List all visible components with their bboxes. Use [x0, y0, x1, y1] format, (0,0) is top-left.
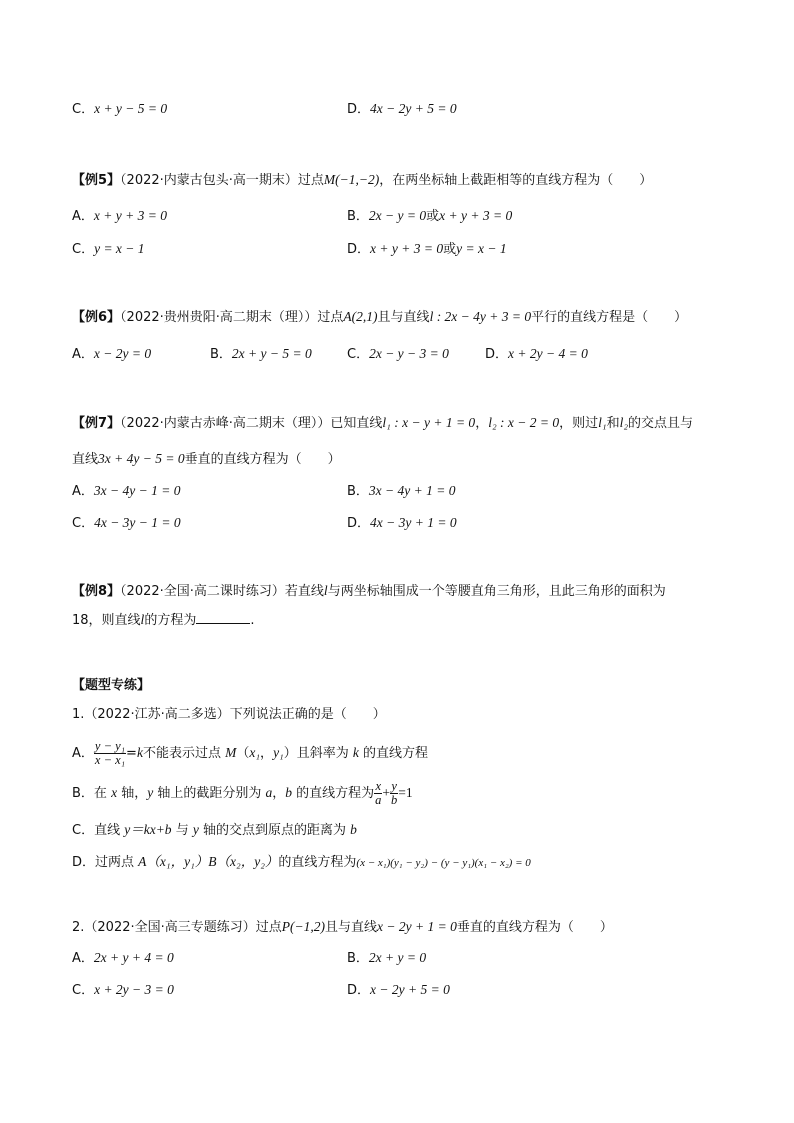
ex7-option-b: B．3x − 4y + 1 = 0 [347, 483, 456, 499]
practice-q2-option-d: D．x − 2y + 5 = 0 [347, 982, 450, 998]
practice-q1-option-c: C．直线 y＝kx+b 与 y 轴的交点到原点的距离为 b [72, 822, 357, 838]
practice-q2-stem: 2.（2022·全国·高三专题练习）过点P(−1,2)且与直线x − 2y + 1 = 0垂直的直线方程为（ ） [72, 919, 613, 935]
example-tag: 【例8】 [72, 584, 121, 599]
ex6-stem: 【例6】（2022·贵州贵阳·高二期末（理））过点A(2,1)且与直线l : 2x − 4y + 3 = 0平行的直线方程是（ ） [72, 309, 688, 325]
source: （2022·全国·高二课时练习） [120, 584, 285, 599]
ex8-stem-line2: 18，则直线l的方程为 . [72, 612, 255, 628]
ex7-option-c: C．4x − 3y − 1 = 0 [72, 515, 181, 531]
practice-q1-option-d: D．过两点 A（x₁，y₁）B（x₂，y₂）的直线方程为(x − x₁)(y₁ − y₂) − (y − y₁)(x₁ − x₂) = 0 [72, 854, 531, 870]
math-expr: x + y − 5 = 0 [94, 101, 168, 116]
practice-q2-option-b: B．2x + y = 0 [347, 950, 427, 966]
ex5-stem: 【例5】（2022·内蒙古包头·高一期末）过点M(−1,−2)，在两坐标轴上截距相等的直线方程为（ ） [72, 172, 653, 188]
practice-q1-stem: 1.（2022·江苏·高二多选）下列说法正确的是（ ） [72, 707, 386, 722]
ex6-option-b: B．2x + y − 5 = 0 [210, 346, 312, 362]
ex5-option-c: C．y = x − 1 [72, 241, 145, 257]
source: （2022·内蒙古赤峰·高二期末（理）） [120, 416, 331, 431]
source: （2022·内蒙古包头·高一期末） [120, 173, 298, 188]
fraction: $\frac{y}{b}$ [391, 779, 398, 807]
ex7-stem-line2: 直线3x + 4y − 5 = 0垂直的直线方程为（ ） [72, 451, 341, 467]
math-expr: M(−1,−2) [323, 172, 380, 187]
ex7-option-a: A．3x − 4y − 1 = 0 [72, 483, 181, 499]
math-expr: 4x − 2y + 5 = 0 [370, 101, 457, 116]
ex6-option-a: A．x − 2y = 0 [72, 346, 152, 362]
ex5-option-d: D．x + y + 3 = 0或y = x − 1 [347, 241, 507, 257]
ex7-stem-line1: 【例7】（2022·内蒙古赤峰·高二期末（理））已知直线l₁ : x − y + 1 = 0，l₂ : x − 2 = 0，则过l₁和l₂的交点且与 [72, 415, 694, 431]
ex6-option-d: D．x + 2y − 4 = 0 [485, 346, 588, 362]
ex8-stem-line1: 【例8】（2022·全国·高二课时练习）若直线l与两坐标轴围成一个等腰直角三角形，且此三角形的面积为 [72, 583, 666, 599]
practice-q1-option-a: A． $\frac{\text{y − y₁}}{\text{x − x₁}}$ =k不能表示过点 M（x₁，y₁）且斜率为 k 的直线方程 [72, 739, 429, 767]
fraction: $\frac{x}{a}$ [375, 779, 382, 807]
ex5-option-a: A．x + y + 3 = 0 [72, 208, 167, 224]
practice-q2-option-a: A．2x + y + 4 = 0 [72, 950, 174, 966]
ex6-option-c: C．2x − y − 3 = 0 [347, 346, 449, 362]
answer-blank [196, 611, 250, 624]
example-tag: 【例6】 [72, 310, 121, 325]
practice-q2-option-c: C．x + 2y − 3 = 0 [72, 982, 174, 998]
practice-q1-option-b: B．在 x 轴，y 轴上的截距分别为 a，b 的直线方程为 $\frac{x}{a}$ + $\frac{y}{b}$ =1 [72, 779, 413, 807]
fraction: $\frac{\text{y − y₁}}{\text{x − x₁}}$ [94, 739, 126, 767]
ex5-option-b: B．2x − y = 0或x + y + 3 = 0 [347, 208, 513, 224]
ex7-option-d: D．4x − 3y + 1 = 0 [347, 515, 457, 531]
q4-option-c: C．x + y − 5 = 0 [72, 101, 168, 117]
section-title: 【题型专练】 [72, 678, 151, 693]
q4-option-d: D．4x − 2y + 5 = 0 [347, 101, 457, 117]
example-tag: 【例5】 [72, 173, 121, 188]
example-tag: 【例7】 [72, 416, 121, 431]
source: （2022·贵州贵阳·高二期末（理）） [120, 310, 318, 325]
